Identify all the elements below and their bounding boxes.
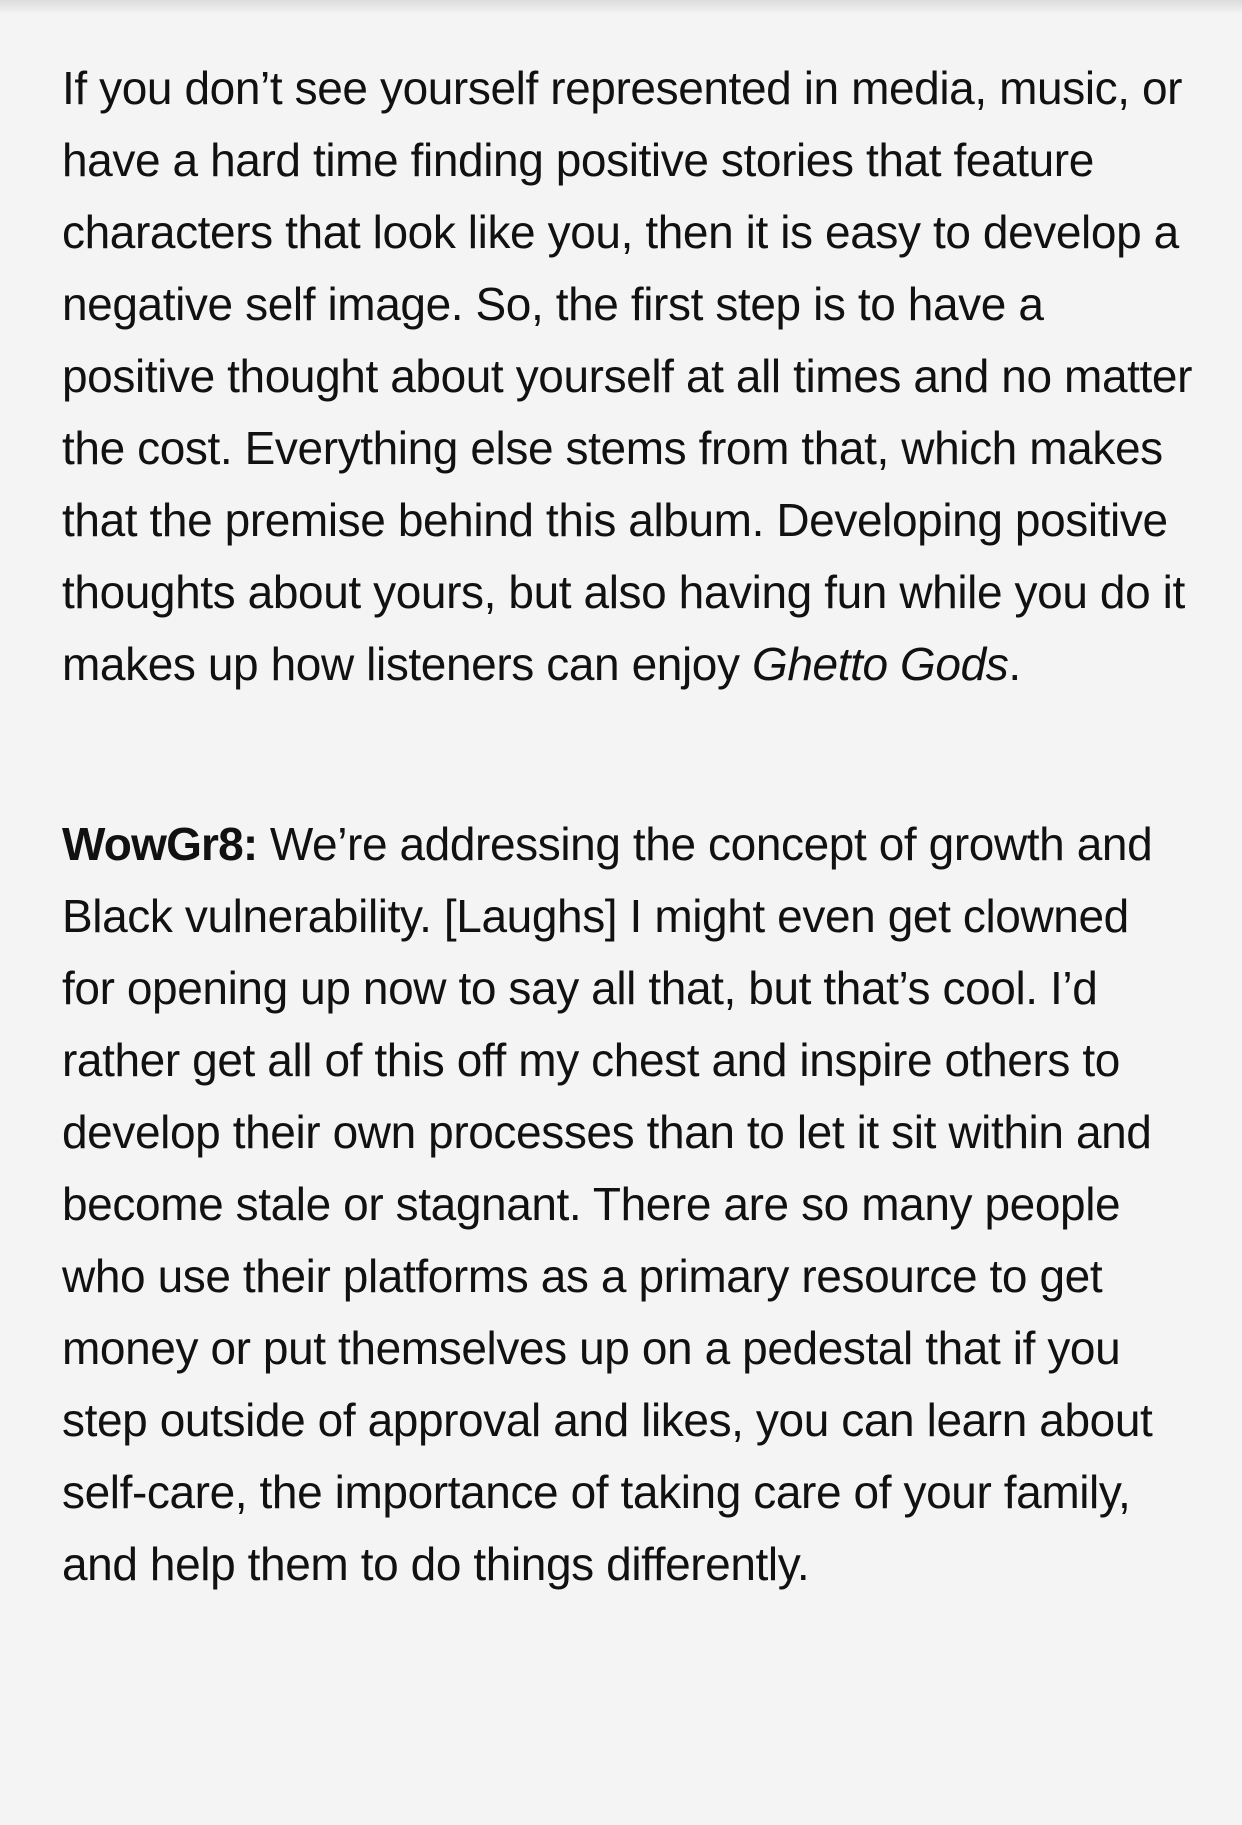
top-edge-shadow: [0, 0, 1242, 14]
album-title: Ghetto Gods: [751, 638, 1009, 690]
paragraph-text: If you don’t see yourself represented in media, music, or have a hard time finding positive stories that feature characters that look like you, then it is easy to develop a negative self image. So, the first step is to have a positive thought about yourself at all times and no matter the cost. Everything else stems from that, which makes that the premise behind this album. Developing positive thoughts about yours, but also having fun while you do it makes up how listeners can enjoy: [62, 62, 1193, 690]
article-body: [62, 52, 1192, 1600]
paragraph-end-punctuation: .: [1008, 638, 1021, 690]
answer-text: We’re addressing the concept of growth and Black vulnerability. [Laughs] I might even get clowned for opening up now to say all that, but that’s cool. I’d rather get all of this off my chest and inspire others to develop their own processes than to let it sit within and become stale or stagnant. There are so many people who use their platforms as a primary resource to get money or put themselves up on a pedestal that if you step outside of approval and likes, you can learn about self-care, the importance of taking care of your family, and help them to do things differently.: [62, 818, 1153, 1590]
speaker-name: WowGr8:: [62, 818, 258, 870]
article-paragraph: [62, 52, 1192, 700]
interview-answer-paragraph: [62, 808, 1192, 1600]
